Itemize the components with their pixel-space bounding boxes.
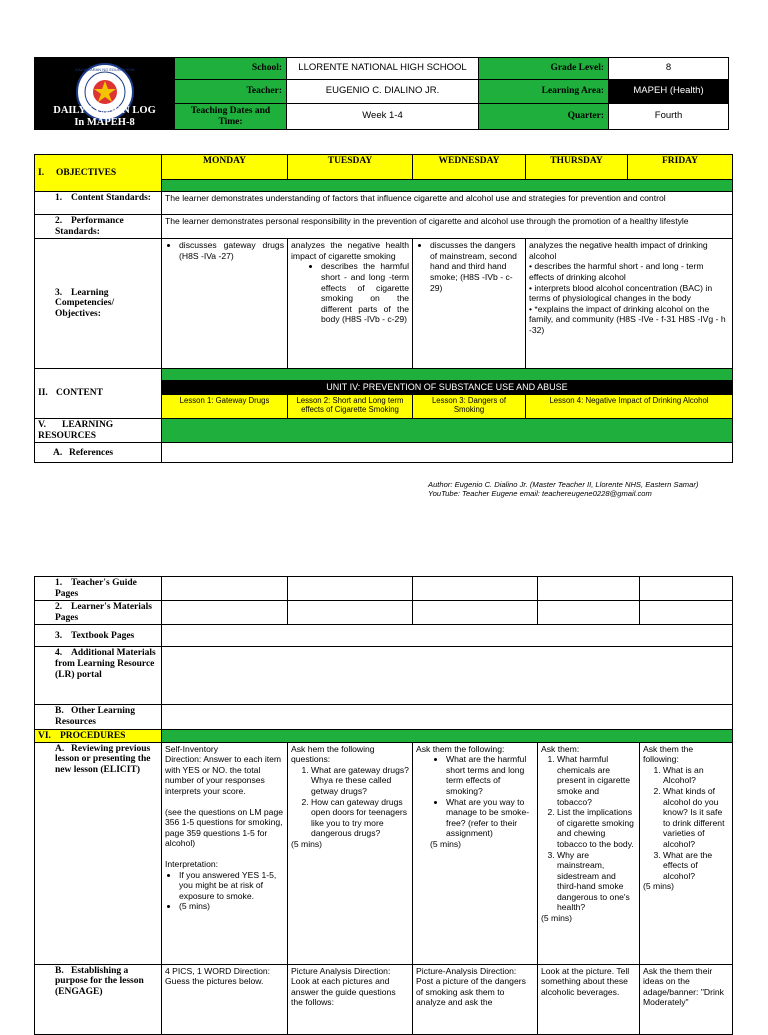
- day-wednesday: WEDNESDAY: [413, 155, 526, 180]
- unit-title: UNIT IV: PREVENTION OF SUBSTANCE USE AND ABUSE: [162, 381, 733, 395]
- procedures-heading: VI. PROCEDURES: [35, 729, 162, 742]
- purpose-monday: 4 PICS, 1 WORD Direction: Guess the pictures below.: [162, 964, 288, 1034]
- day-tuesday: TUESDAY: [288, 155, 413, 180]
- competency-wednesday: • discusses the dangers of mainstream, second hand and third hand smoke; (H8S -IVb - c-29): [413, 239, 526, 369]
- lesson-1: Lesson 1: Gateway Drugs: [162, 395, 288, 419]
- reviewing-wednesday: Ask them the following: • What are the harmful short terms and long term effects of smoking? • What are you way to manage to be smoke-free? (refer to their assignment) (5 mins): [413, 742, 538, 964]
- dates-label: Teaching Dates and Time:: [175, 104, 287, 130]
- reviewing-thursday: Ask them: 1. What harmful chemicals are present in cigarette smoke and tobacco? 2. List the implications of cigarette smoking and chewing tobacco to the body. 3. Why are mainstream, sidestream and third-hand smoke dangerous to one's health? (5 mins): [538, 742, 640, 964]
- resources-green-bar: [162, 419, 733, 443]
- objectives-green-bar: [162, 180, 733, 192]
- establishing-purpose-label: B. Establishing a purpose for the lesson (ENGAGE): [35, 964, 162, 1034]
- learners-materials-label: 2. Learner's Materials Pages: [35, 601, 162, 625]
- other-resources-label: B. Other Learning Resources: [35, 705, 162, 729]
- lesson-3: Lesson 3: Dangers of Smoking: [413, 395, 526, 419]
- school-value: LLORENTE NATIONAL HIGH SCHOOL: [287, 58, 479, 80]
- additional-materials-label: 4. Additional Materials from Learning Resource (LR) portal: [35, 647, 162, 705]
- header-table: [34, 57, 729, 130]
- reviewing-tuesday: Ask hem the following questions: 1. What are gateway drugs? Whya re these called getway drugs? 2. How can gateway drugs open doors for teenagers like you to try more dangerous drugs? (5 mins): [288, 742, 413, 964]
- header-logo-cell: [35, 58, 175, 130]
- purpose-wednesday: Picture-Analysis Direction: Post a picture of the dangers of smoking ask them to analyze and ask the: [413, 964, 538, 1034]
- day-friday: FRIDAY: [628, 155, 733, 180]
- references-label: A. References: [35, 443, 162, 463]
- performance-standards-label: 2. Performance Standards:: [35, 215, 162, 239]
- reviewing-friday: Ask them the following: 1. What is an Alcohol? 2. What kinds of alcohol do you know? Is it safe to drink different varieties of alcohol? 3. What are the effects of alcohol? (5 mins): [640, 742, 733, 964]
- quarter-value: Fourth: [609, 104, 729, 130]
- svg-text:KAGAWARAN NG EDUKASYON: KAGAWARAN NG EDUKASYON: [75, 67, 135, 72]
- area-value: MAPEH (Health): [609, 80, 729, 104]
- content-standards-label: 1. Content Standards:: [35, 192, 162, 215]
- purpose-tuesday: Picture Analysis Direction: Look at each pictures and answer the guide questions the follows:: [288, 964, 413, 1034]
- procedures-green-bar: [162, 729, 733, 742]
- dates-value: Week 1-4: [287, 104, 479, 130]
- objectives-heading: I. OBJECTIVES: [35, 155, 162, 192]
- learning-resources-heading: V. LEARNING RESOURCES: [35, 419, 162, 443]
- grade-label: Grade Level:: [479, 58, 609, 80]
- teachers-guide-label: 1. Teacher's Guide Pages: [35, 577, 162, 601]
- dll-subtitle: In MAPEH-8: [74, 117, 135, 128]
- day-thursday: THURSDAY: [526, 155, 628, 180]
- purpose-friday: Ask the them their ideas on the adage/banner: "Drink Moderately": [640, 964, 733, 1034]
- reviewing-monday: Self-Inventory Direction: Answer to each item with YES or NO. the total number of your responses interprets your score. (see the questions on LM page 356 1-5 questions for smoking, page 359 questions 1-5 for alcohol) Interpretation: • If you answered YES 1-5, you might be at risk of exposure to smoke. • (5 mins): [162, 742, 288, 964]
- grade-value: 8: [609, 58, 729, 80]
- school-label: School:: [175, 58, 287, 80]
- competency-tuesday: analyzes the negative health impact of cigarette smoking • describes the harmful short - and long -term effects of cigarette smoking on the different parts of the body (H8S -IVb - c-29): [288, 239, 413, 369]
- dll-title: DAILY LESSON LOG: [53, 105, 156, 116]
- content-standards-text: The learner demonstrates understanding of factors that influence cigarette and alcohol use and strategies for prevention and control: [162, 192, 733, 215]
- reviewing-label: A. Reviewing previous lesson or presenting the new lesson (ELICIT): [35, 742, 162, 964]
- area-label: Learning Area:: [479, 80, 609, 104]
- author-credit: Author: Eugenio C. Dialino Jr. (Master Teacher II, Llorente NHS, Eastern Samar) YouTube: Teacher Eugene email: teachereugene0228@gmail.com: [428, 480, 699, 499]
- competency-thursday: analyzes the negative health impact of drinking alcohol • describes the harmful short - and long - term effects of drinking alcohol • interprets blood alcohol concentration (BAC) in terms of physiological changes in the body • *explains the impact of drinking alcohol on the family, and community (H8S -IVe - f-31 H8S -IVg - h -32): [526, 239, 733, 369]
- lesson-2: Lesson 2: Short and Long term effects of Cigarette Smoking: [288, 395, 413, 419]
- content-green-bar: [162, 369, 733, 381]
- quarter-label: Quarter:: [479, 104, 609, 130]
- purpose-thursday: Look at the picture. Tell something about these alcoholic beverages.: [538, 964, 640, 1034]
- lesson-4: Lesson 4: Negative Impact of Drinking Alcohol: [526, 395, 733, 419]
- competency-monday: • discusses gateway drugs (H8S -IVa -27): [162, 239, 288, 369]
- day-monday: MONDAY: [162, 155, 288, 180]
- teacher-value: EUGENIO C. DIALINO JR.: [287, 80, 479, 104]
- teacher-label: Teacher:: [175, 80, 287, 104]
- objectives-table: [34, 154, 733, 463]
- competencies-label: 3. Learning Competencies/ Objectives:: [35, 239, 162, 369]
- performance-standards-text: The learner demonstrates personal responsibility in the prevention of cigarette and alcohol use through the promotion of a healthy lifestyle: [162, 215, 733, 239]
- content-heading: II. CONTENT: [35, 369, 162, 419]
- textbook-pages-label: 3. Textbook Pages: [35, 625, 162, 647]
- references-value: [162, 443, 733, 463]
- procedures-table: [34, 576, 733, 1035]
